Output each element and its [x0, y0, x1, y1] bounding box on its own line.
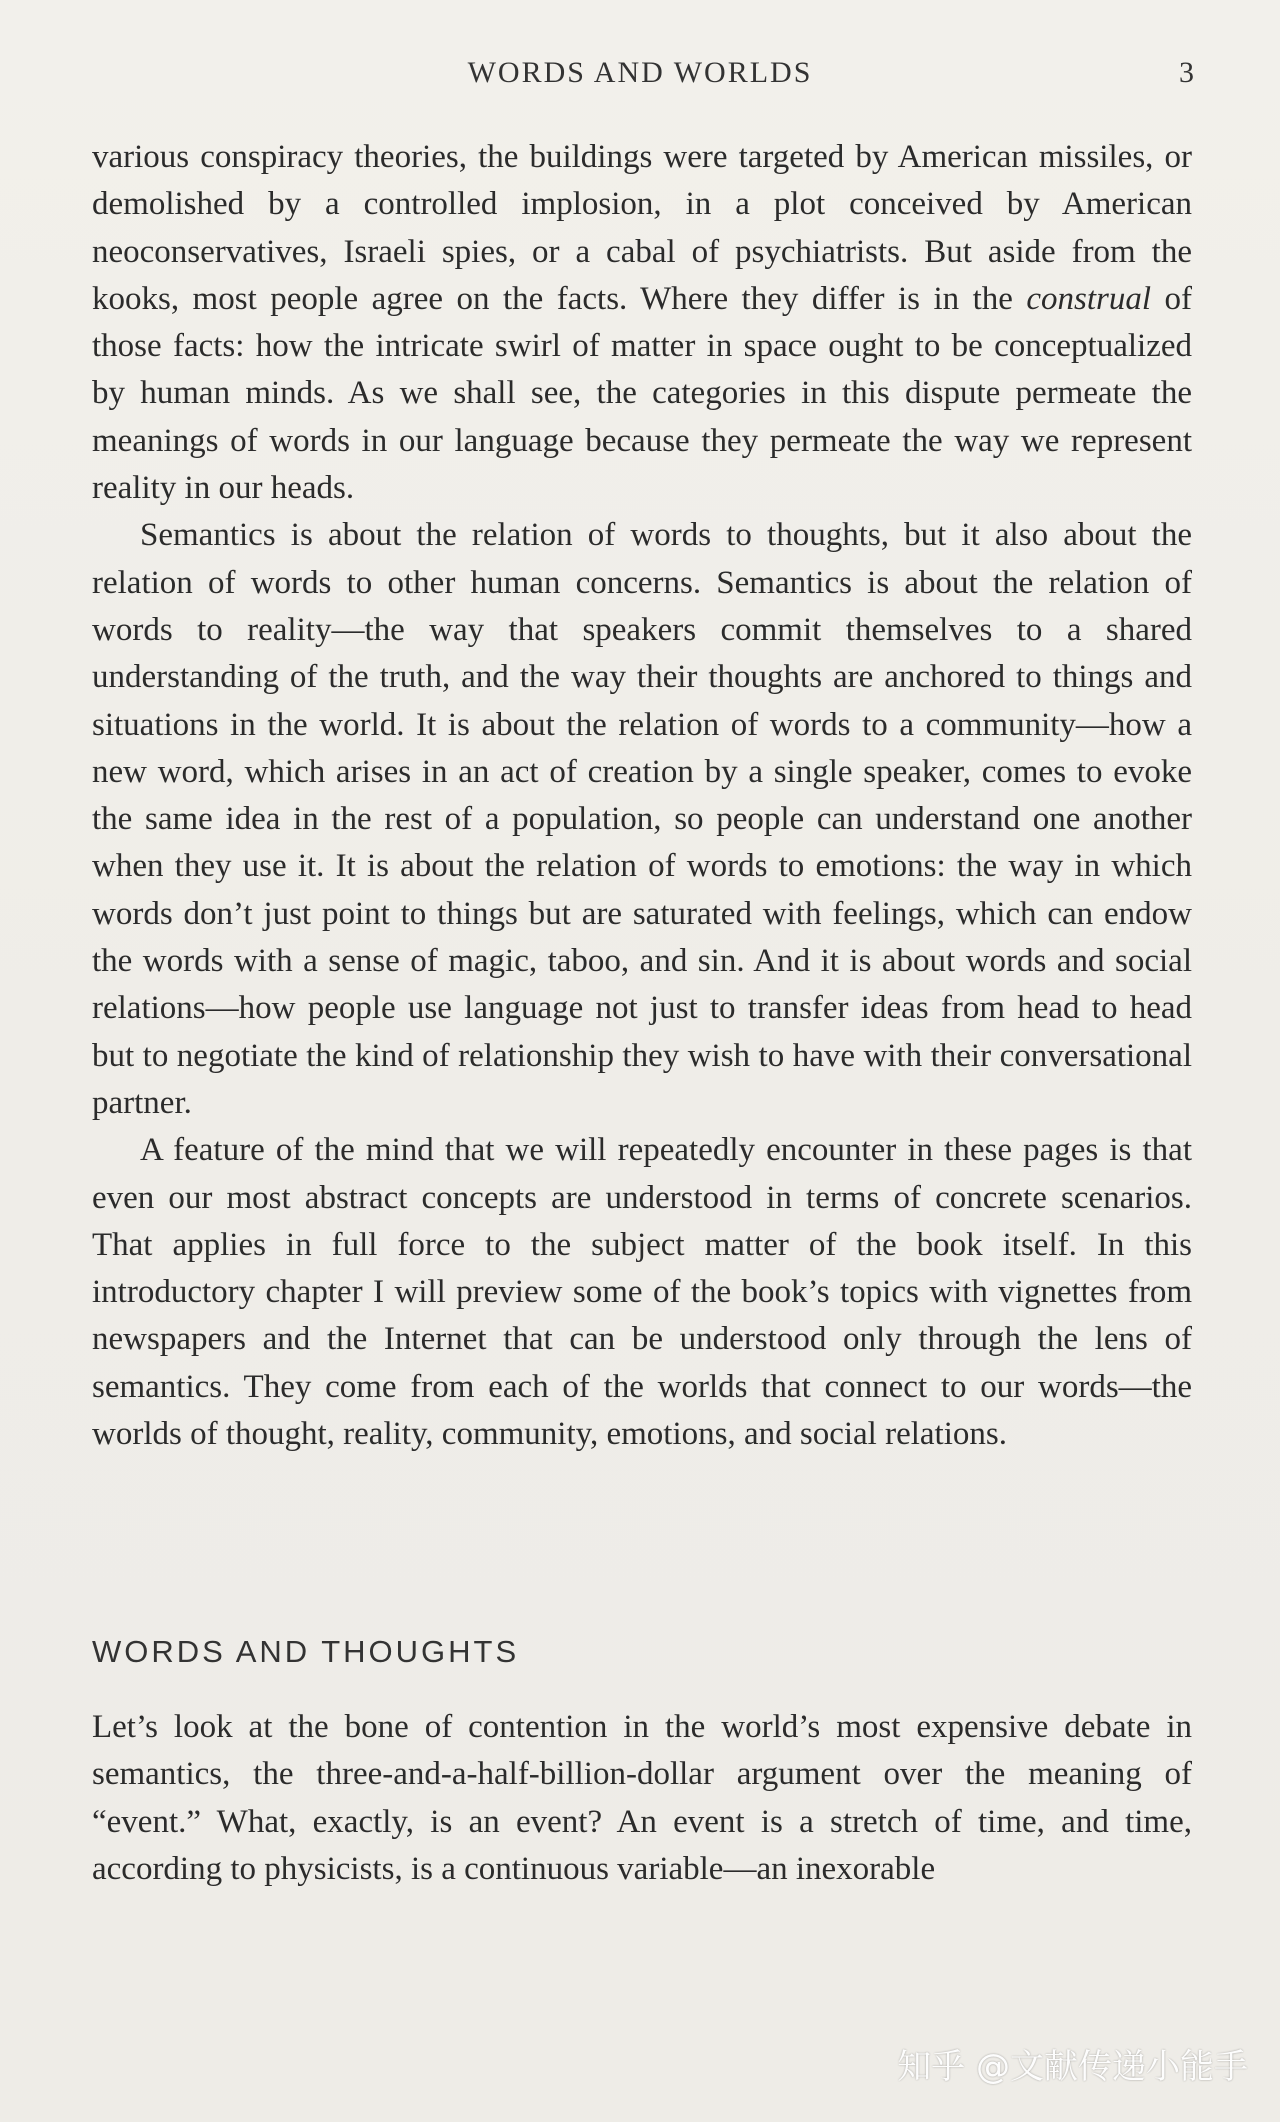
page-number: 3	[1179, 56, 1194, 89]
watermark: 知乎 @文献传递小能手	[897, 2047, 1248, 2087]
section-paragraph-1: Let’s look at the bone of contention in the world’s most expensive debate in semantics, the three-and-a-half-billion-dollar argument over the meaning of “event.” What, exactly, is an event? An event is a stretch of time, and time, according to physicists, is a continuous variable—an inexorable	[92, 1709, 1192, 1887]
paragraph-1	[92, 134, 1192, 512]
paragraph-1-part-a: various conspiracy theories, the buildings were targeted by American missiles, or demolished by a controlled implosion, in a plot conceived by American neoconservatives, Israeli spies, or a cabal of psychiatrists. But aside from the kooks, most people agree on the facts. Where they differ is in the	[92, 139, 1192, 317]
paragraph-3: A feature of the mind that we will repeatedly encounter in these pages is that even our most abstract concepts are understood in terms of concrete scenarios. That applies in full force to the subject matter of the book itself. In this introductory chapter I will preview some of the book’s topics with vignettes from newspapers and the Internet that can be understood only through the lens of semantics. They come from each of the worlds that connect to our words—the worlds of thought, reality, community, emotions, and social relations.	[92, 1132, 1192, 1453]
section-text	[92, 1704, 1192, 1893]
running-title: WORDS AND WORLDS	[467, 56, 813, 89]
body-text	[92, 134, 1192, 1458]
emphasis-construal: construal	[1026, 280, 1152, 317]
paragraph-2: Semantics is about the relation of words to thoughts, but it also about the relation of words to other human concerns. Semantics is about the relation of words to reality—the way that speakers commit themselves to a shared understanding of the truth, and the way their thoughts are anchored to things and situations in the world. It is about the relation of words to a community—how a new word, which arises in an act of creation by a single speaker, comes to evoke the same idea in the rest of a population, so people can understand one another when they use it. It is about the relation of words to emotions: the way in which words don’t just point to things but are saturated with feelings, which can endow the words with a sense of magic, taboo, and sin. And it is about words and social relations—how people use language not just to transfer ideas from head to head but to negotiate the kind of relationship they wish to have with their conversational partner.	[92, 517, 1192, 1121]
paragraph-1-part-b: of those facts: how the intricate swirl of matter in space ought to be conceptualized by human minds. As we shall see, the categories in this dispute permeate the meanings of words in our language because they permeate the way we represent reality in our heads.	[92, 280, 1192, 507]
section-heading: WORDS AND THOUGHTS	[92, 1634, 520, 1669]
running-header	[0, 56, 1280, 96]
